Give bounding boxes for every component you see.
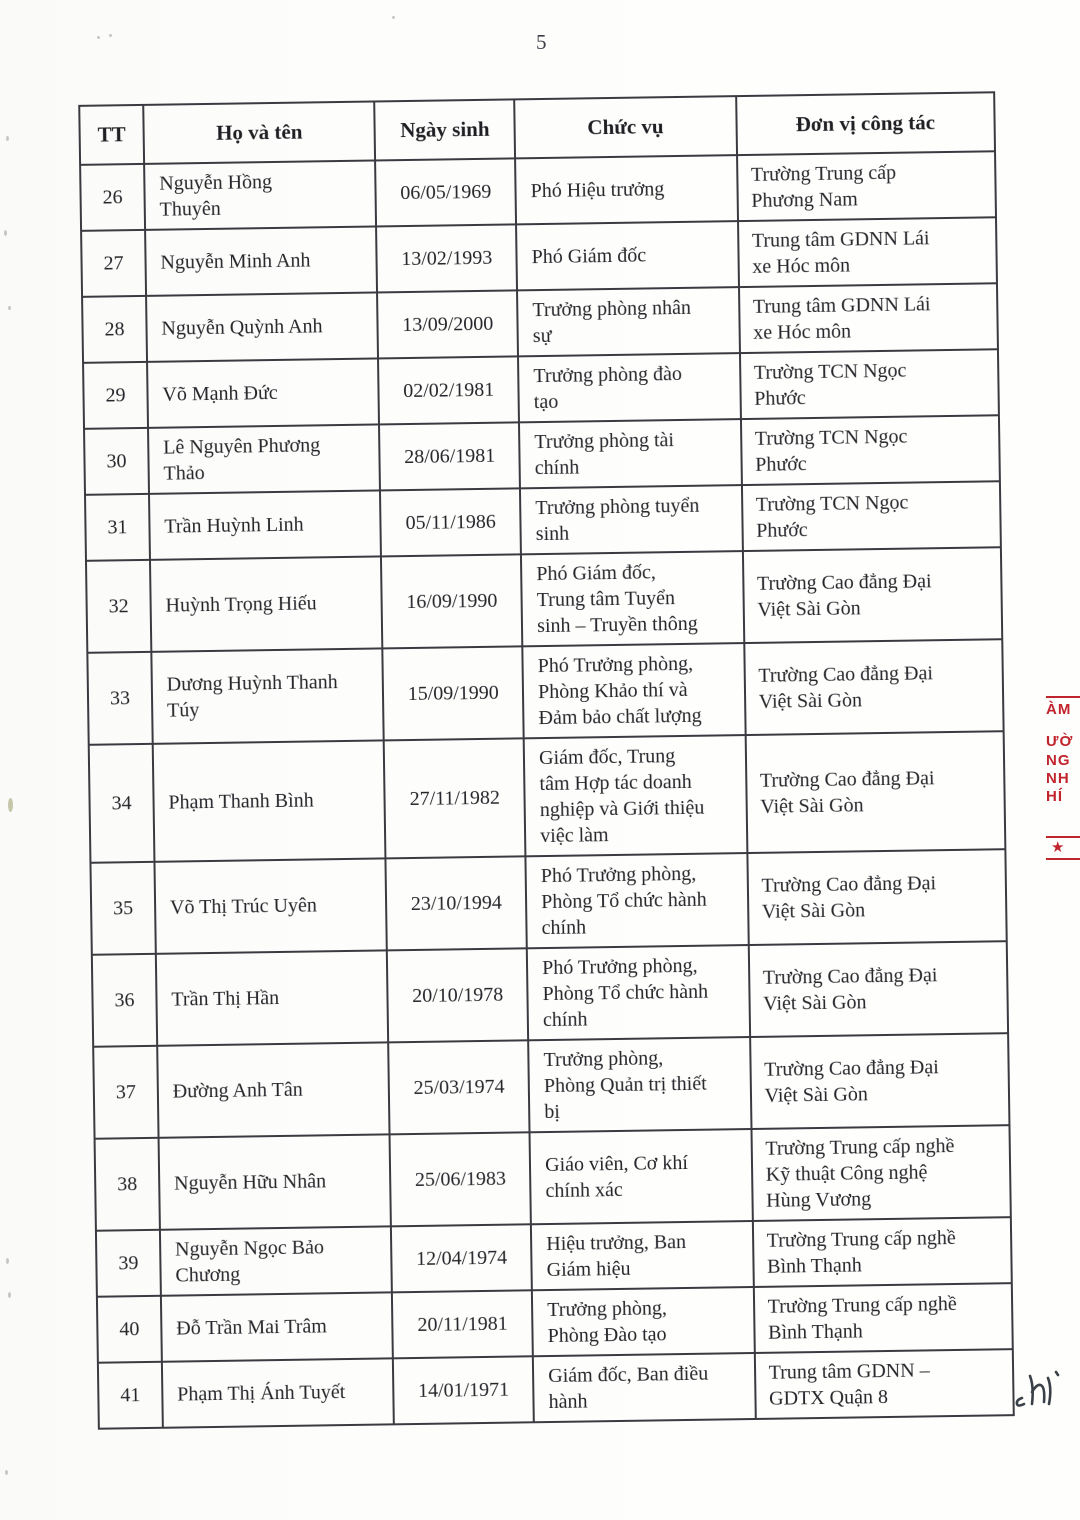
cell-unit: Trường TCN Ngọc Phước [740, 350, 999, 420]
cell-position: Trưởng phòng, Phòng Quản trị thiết bị [528, 1037, 751, 1132]
cell-dob: 14/01/1971 [393, 1357, 534, 1425]
scan-speck [8, 798, 13, 812]
cell-unit: Trung tâm GDNN Lái xe Hóc môn [739, 284, 998, 354]
cell-unit: Trường Cao đẳng Đại Việt Sài Gòn [744, 640, 1004, 736]
header-unit: Đơn vị công tác [736, 92, 995, 155]
cell-position: Giám đốc, Ban điều hành [533, 1353, 755, 1422]
cell-position: Trưởng phòng tài chính [519, 419, 741, 488]
cell-tt: 26 [80, 164, 145, 231]
cell-name: Nguyễn Quỳnh Anh [146, 293, 378, 362]
cell-tt: 27 [81, 230, 146, 297]
cell-name: Võ Mạnh Đức [147, 359, 379, 428]
cell-unit: Trường TCN Ngọc Phước [742, 482, 1001, 552]
personnel-table-container [78, 91, 1015, 1430]
cell-dob: 05/11/1986 [380, 489, 521, 557]
cell-tt: 38 [95, 1138, 160, 1231]
cell-dob: 23/10/1994 [386, 857, 527, 951]
cell-unit: Trường Cao đẳng Đại Việt Sài Gòn [747, 849, 1007, 945]
table-row [89, 732, 1006, 864]
scan-speck [97, 36, 100, 39]
table-row [98, 1349, 1014, 1429]
cell-dob: 13/09/2000 [377, 291, 518, 359]
cell-position: Phó Trưởng phòng, Phòng Tổ chức hành chính [526, 853, 749, 948]
cell-name: Nguyễn Hữu Nhân [158, 1135, 391, 1230]
cell-dob: 02/02/1981 [378, 357, 519, 425]
cell-name: Phạm Thị Ánh Tuyết [162, 1359, 394, 1428]
table-row [95, 1125, 1011, 1231]
cell-tt: 36 [92, 954, 157, 1047]
cell-name: Trần Thị Hần [156, 951, 389, 1046]
stamp-text-fragment: HÍ [1046, 788, 1063, 805]
stamp-text-fragment: NH [1046, 770, 1070, 787]
cell-position: Hiệu trưởng, Ban Giám hiệu [531, 1221, 753, 1290]
cell-unit: Trường Cao đẳng Đại Việt Sài Gòn [743, 548, 1003, 644]
page-number: 5 [536, 30, 547, 54]
cell-tt: 29 [83, 362, 148, 429]
cell-position: Giáo viên, Cơ khí chính xác [530, 1129, 753, 1224]
header-position: Chức vụ [514, 96, 736, 159]
scan-speck [8, 306, 11, 310]
cell-dob: 12/04/1974 [391, 1225, 532, 1293]
table-row [92, 941, 1008, 1047]
cell-tt: 41 [98, 1362, 163, 1429]
header-dob: Ngày sinh [375, 99, 516, 160]
stamp-rule [1046, 858, 1080, 860]
cell-name: Đường Anh Tân [157, 1043, 390, 1138]
cell-position: Phó Giám đốc, Trung tâm Tuyển sinh – Truyền thông [521, 551, 744, 646]
cell-name: Nguyễn Minh Anh [145, 227, 377, 296]
cell-name: Đỗ Trần Mai Trâm [161, 1293, 393, 1362]
cell-name: Nguyễn Ngọc Bảo Chương [160, 1227, 392, 1296]
cell-unit: Trung tâm GDNN Lái xe Hóc môn [738, 218, 997, 288]
cell-unit: Trường Cao đẳng Đại Việt Sài Gòn [750, 1033, 1010, 1129]
cell-unit: Trường Trung cấp nghề Kỹ thuật Công nghệ Hùng Vương [751, 1125, 1011, 1221]
cell-dob: 28/06/1981 [379, 423, 520, 491]
cell-unit: Trường Trung cấp nghề Bình Thạnh [753, 1283, 1012, 1353]
cell-dob: 13/02/1993 [376, 225, 517, 293]
scan-speck [8, 1292, 11, 1298]
cell-tt: 35 [90, 862, 155, 955]
cell-tt: 30 [84, 428, 149, 495]
cell-position: Phó Hiệu trưởng [515, 155, 737, 224]
cell-unit: Trung tâm GDNN – GDTX Quận 8 [754, 1349, 1013, 1419]
table-body [80, 152, 1014, 1429]
scan-speck [5, 1470, 8, 1475]
cell-dob: 16/09/1990 [381, 555, 522, 649]
table-row [86, 548, 1002, 654]
cell-name: Lê Nguyên Phương Thảo [148, 425, 380, 494]
table-row [93, 1033, 1009, 1139]
cell-position: Trưởng phòng nhân sự [517, 287, 739, 356]
cell-tt: 37 [93, 1046, 158, 1139]
cell-position: Trưởng phòng đào tạo [518, 353, 740, 422]
cell-dob: 20/11/1981 [392, 1291, 533, 1359]
stamp-text-fragment: ƯỜ [1046, 733, 1074, 750]
cell-dob: 20/10/1978 [387, 949, 528, 1043]
stamp-text-fragment: ÀM [1046, 701, 1072, 718]
cell-name: Trần Huỳnh Linh [149, 491, 381, 560]
cell-unit: Trường Cao đẳng Đại Việt Sài Gòn [745, 732, 1005, 854]
handwritten-mark [1008, 1358, 1070, 1415]
cell-position: Phó Giám đốc [516, 221, 738, 290]
scan-speck [6, 1258, 9, 1264]
star-icon: ★ [1051, 839, 1065, 856]
cell-tt: 33 [87, 652, 152, 745]
cell-unit: Trường Cao đẳng Đại Việt Sài Gòn [748, 941, 1008, 1037]
stamp-text-fragment: NG [1046, 752, 1071, 769]
cell-dob: 06/05/1969 [375, 159, 516, 227]
cell-unit: Trường Trung cấp nghề Bình Thạnh [752, 1217, 1011, 1287]
cell-tt: 40 [97, 1296, 162, 1363]
scan-speck [109, 34, 112, 37]
stamp-rule [1046, 696, 1080, 698]
cell-dob: 15/09/1990 [383, 647, 524, 741]
cell-name: Nguyễn Hồng Thuyên [144, 161, 376, 230]
header-tt: TT [79, 105, 144, 165]
cell-unit: Trường TCN Ngọc Phước [741, 416, 1000, 486]
scan-speck [6, 136, 9, 141]
cell-name: Phạm Thanh Bình [153, 741, 386, 862]
cell-dob: 27/11/1982 [384, 739, 526, 859]
cell-name: Dương Huỳnh Thanh Túy [151, 649, 384, 744]
header-name: Họ và tên [143, 101, 375, 164]
cell-tt: 32 [86, 560, 151, 653]
scan-speck [4, 230, 7, 236]
cell-position: Trưởng phòng, Phòng Đào tạo [532, 1287, 754, 1356]
cell-tt: 31 [85, 494, 150, 561]
cell-position: Phó Trưởng phòng, Phòng Khảo thí và Đảm bảo chất lượng [522, 643, 745, 738]
cell-tt: 39 [96, 1230, 161, 1297]
cell-unit: Trường Trung cấp Phương Nam [737, 152, 996, 222]
personnel-table [78, 91, 1015, 1430]
cell-tt: 34 [89, 744, 155, 863]
table-row [87, 640, 1003, 746]
table-row [90, 849, 1006, 955]
cell-name: Võ Thị Trúc Uyên [154, 859, 387, 954]
cell-tt: 28 [82, 296, 147, 363]
cell-dob: 25/06/1983 [390, 1133, 531, 1227]
cell-position: Phó Trưởng phòng, Phòng Tổ chức hành chính [527, 945, 750, 1040]
cell-name: Huỳnh Trọng Hiếu [150, 557, 383, 652]
cell-position: Trưởng phòng tuyển sinh [520, 485, 742, 554]
scan-speck [392, 16, 395, 19]
cell-dob: 25/03/1974 [389, 1041, 530, 1135]
cell-position: Giám đốc, Trung tâm Hợp tác doanh nghiệp và Giới thiệu việc làm [524, 735, 747, 856]
